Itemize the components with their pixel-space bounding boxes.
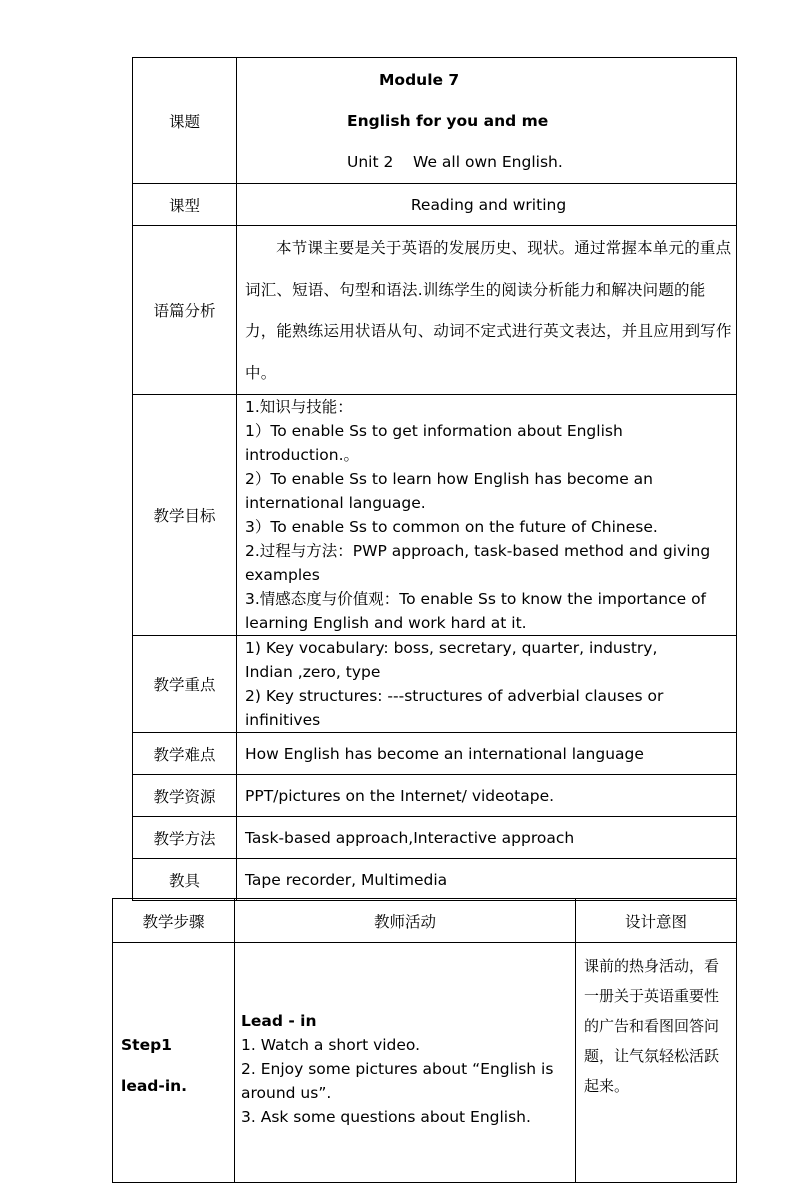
methods-value: Task-based approach,Interactive approach <box>237 817 737 859</box>
step1-activities <box>235 943 576 1183</box>
resources-label: 教学资源 <box>133 775 237 817</box>
lesson-info-table <box>132 57 737 901</box>
methods-label: 教学方法 <box>133 817 237 859</box>
step1-number: Step1 <box>121 1036 172 1054</box>
objective-item: 2.过程与方法：PWP approach, task-based method and giving examples <box>245 542 711 584</box>
key-points-label: 教学重点 <box>133 636 237 733</box>
topic-label: 课题 <box>133 58 237 184</box>
activity-item: 1. Watch a short video. <box>241 1036 421 1054</box>
module-title: English for you and me <box>347 112 549 130</box>
step1-name <box>113 943 235 1183</box>
objectives-label: 教学目标 <box>133 395 237 636</box>
teaching-steps-table <box>112 898 737 1183</box>
module-number: Module 7 <box>379 71 460 89</box>
type-value: Reading and writing <box>237 184 737 226</box>
step1-title: lead-in. <box>121 1077 188 1095</box>
objective-item: 3.情感态度与价值观：To enable Ss to know the importance of learning English and work hard at it. <box>245 590 707 632</box>
step1-design-intent: 课前的热身活动，看一册关于英语重要性的广告和看图回答问题，让气氛轻松活跃起来。 <box>576 943 737 1183</box>
steps-header-row <box>113 899 737 943</box>
activity-item: 2. Enjoy some pictures about “English is around us”. <box>241 1060 554 1102</box>
objective-item: 1）To enable Ss to get information about English introduction.。 <box>245 422 623 464</box>
type-label: 课型 <box>133 184 237 226</box>
analysis-row <box>133 226 737 395</box>
steps-header: 教学步骤 <box>113 899 235 943</box>
objective-item: 3）To enable Ss to common on the future of Chinese. <box>245 518 658 536</box>
resources-row <box>133 775 737 817</box>
difficulty-label: 教学难点 <box>133 733 237 775</box>
type-row <box>133 184 737 226</box>
key-points-row <box>133 636 737 733</box>
tools-value: Tape recorder, Multimedia <box>237 859 737 901</box>
unit-title: Unit 2 We all own English. <box>347 153 563 171</box>
difficulty-row <box>133 733 737 775</box>
objectives-row <box>133 395 737 636</box>
step1-activity-title: Lead - in <box>241 1012 317 1030</box>
objective-item: 1.知识与技能： <box>245 398 353 416</box>
objective-item: 2）To enable Ss to learn how English has become an international language. <box>245 470 653 512</box>
activity-item: 3. Ask some questions about English. <box>241 1108 531 1126</box>
tools-row <box>133 859 737 901</box>
key-point-item: 2) Key structures: ---structures of adverbial clauses or infinitives <box>245 687 664 729</box>
teacher-activity-header: 教师活动 <box>235 899 576 943</box>
key-point-item: Indian ,zero, type <box>245 663 381 681</box>
methods-row <box>133 817 737 859</box>
design-intent-header: 设计意图 <box>576 899 737 943</box>
difficulty-value: How English has become an international language <box>237 733 737 775</box>
tools-label: 教具 <box>133 859 237 901</box>
analysis-label: 语篇分析 <box>133 226 237 395</box>
step1-row <box>113 943 737 1183</box>
analysis-text: 本节课主要是关于英语的发展历史、现状。通过常握本单元的重点词汇、短语、句型和语法.训练学生的阅读分析能力和解决问题的能力，能熟练运用状语从句、动词不定式进行英文表达，并且应用到写作中。 <box>237 226 737 395</box>
topic-row <box>133 58 737 184</box>
resources-value: PPT/pictures on the Internet/ videotape. <box>237 775 737 817</box>
objectives-content <box>237 395 737 636</box>
key-points-content <box>237 636 737 733</box>
key-point-item: 1) Key vocabulary: boss, secretary, quarter, industry, <box>245 639 658 657</box>
topic-content <box>237 58 737 184</box>
